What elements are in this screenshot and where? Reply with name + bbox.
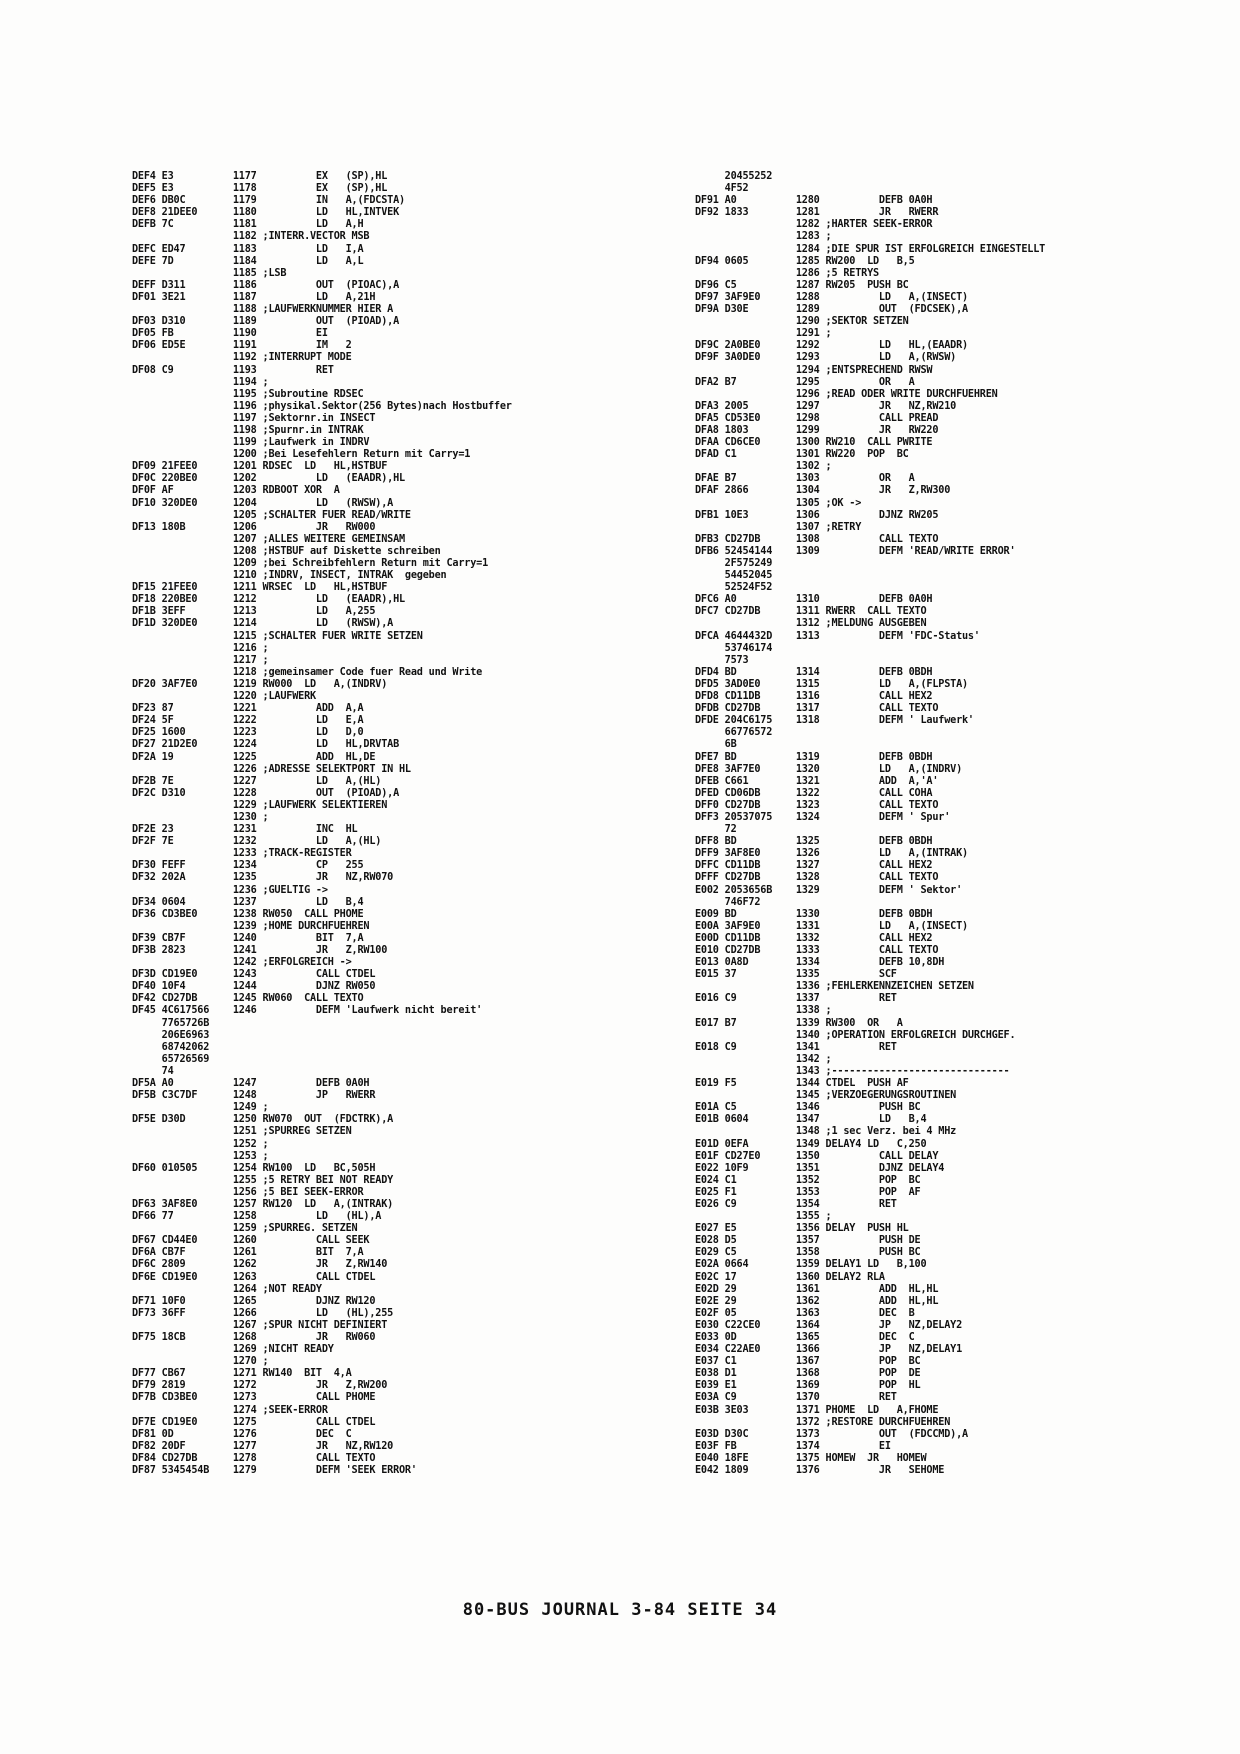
listing-line: E01A C5 1346 PUSH BC bbox=[695, 1102, 921, 1114]
listing-line: 1229 ;LAUFWERK SELEKTIEREN bbox=[132, 799, 388, 811]
listing-line: DFF9 3AF8E0 1326 LD A,(INTRAK) bbox=[695, 848, 968, 860]
listing-line: E028 D5 1357 PUSH DE bbox=[695, 1235, 921, 1247]
listing-line: 1200 ;Bei Lesefehlern Return mit Carry=1 bbox=[132, 449, 471, 461]
listing-line: 1269 ;NICHT READY bbox=[132, 1344, 334, 1356]
listing-line: 1226 ;ADRESSE SELEKTPORT IN HL bbox=[132, 763, 411, 775]
listing-line: DFD4 BD 1314 DEFB 0BDH bbox=[695, 666, 933, 678]
listing-line: DEF8 21DEE0 1180 LD HL,INTVEK bbox=[132, 207, 400, 219]
listing-line: DF08 C9 1193 RET bbox=[132, 364, 334, 376]
listing-line: 1251 ;SPURREG SETZEN bbox=[132, 1126, 352, 1138]
listing-line: E03F FB 1374 EI bbox=[695, 1440, 891, 1452]
listing-line: E018 C9 1341 RET bbox=[695, 1041, 897, 1053]
listing-line: E013 0A8D 1334 DEFB 10,8DH bbox=[695, 957, 945, 969]
listing-line: DEF6 DB0C 1179 IN A,(FDCSTA) bbox=[132, 195, 405, 207]
listing-line: DFE7 BD 1319 DEFB 0BDH bbox=[695, 751, 933, 763]
listing-line: 1196 ;physikal.Sektor(256 Bytes)nach Hostbuffer bbox=[132, 400, 512, 412]
listing-line: 6B bbox=[695, 739, 737, 751]
listing-line: E033 0D 1365 DEC C bbox=[695, 1332, 915, 1343]
listing-line: DF06 ED5E 1191 IM 2 bbox=[132, 340, 352, 352]
listing-line: DF10 320DE0 1204 LD (RWSW),A bbox=[132, 497, 394, 509]
page-footer: 80-BUS JOURNAL 3-84 SEITE 34 bbox=[462, 1600, 778, 1620]
listing-line: E01B 0604 1347 LD B,4 bbox=[695, 1114, 927, 1126]
listing-line: 1355 ; bbox=[695, 1211, 832, 1223]
listing-line: 1207 ;ALLES WEITERE GEMEINSAM bbox=[132, 533, 405, 545]
listing-line: DF23 87 1221 ADD A,A bbox=[132, 703, 364, 715]
listing-line: DF34 0604 1237 LD B,4 bbox=[132, 896, 364, 908]
listing-line: DF0C 220BE0 1202 LD (EAADR),HL bbox=[132, 473, 405, 485]
listing-line: E03A C9 1370 RET bbox=[695, 1392, 897, 1404]
listing-line: 1197 ;Sektornr.in INSECT bbox=[132, 412, 376, 424]
listing-line: DF13 180B 1206 JR RW000 bbox=[132, 521, 376, 533]
listing-line: DFA3 2005 1297 JR NZ,RW210 bbox=[695, 400, 957, 412]
listing-line: 2F575249 bbox=[695, 558, 773, 569]
listing-line: 1252 ; bbox=[132, 1138, 269, 1150]
listing-line: E026 C9 1354 RET bbox=[695, 1198, 897, 1210]
listing-line: DFFC CD11DB 1327 CALL HEX2 bbox=[695, 860, 933, 872]
listing-line: DF40 10F4 1244 DJNZ RW050 bbox=[132, 981, 376, 993]
listing-line: 1305 ;OK -> bbox=[695, 497, 862, 509]
listing-line: 1294 ;ENTSPRECHEND RWSW bbox=[695, 364, 933, 376]
listing-line: DFA2 B7 1295 OR A bbox=[695, 376, 915, 388]
listing-line: 1264 ;NOT READY bbox=[132, 1283, 322, 1295]
listing-line: E042 1809 1376 JR SEHOME bbox=[695, 1465, 945, 1477]
listing-line: DFAA CD6CE0 1300 RW210 CALL PWRITE bbox=[695, 437, 933, 449]
listing-line: 1194 ; bbox=[132, 376, 269, 388]
listing-line: DF3D CD19E0 1243 CALL CTDEL bbox=[132, 969, 376, 981]
listing-line: DFF0 CD27DB 1323 CALL TEXTO bbox=[695, 799, 939, 811]
listing-column-left bbox=[132, 171, 602, 1477]
listing-line: DF97 3AF9E0 1288 LD A,(INSECT) bbox=[695, 291, 968, 303]
listing-line: DF91 A0 1280 DEFB 0A0H bbox=[695, 195, 933, 207]
listing-line: DF0F AF 1203 RDBOOT XOR A bbox=[132, 485, 340, 497]
listing-line: 52524F52 bbox=[695, 582, 773, 594]
listing-line: DF15 21FEE0 1211 WRSEC LD HL,HSTBUF bbox=[132, 582, 388, 594]
listing-line: E037 C1 1367 POP BC bbox=[695, 1356, 921, 1368]
listing-line: DF2E 23 1231 INC HL bbox=[132, 824, 358, 836]
listing-line: DFB3 CD27DB 1308 CALL TEXTO bbox=[695, 533, 939, 545]
listing-line: 1312 ;MELDUNG AUSGEBEN bbox=[695, 618, 927, 630]
listing-line: E02C 17 1360 DELAY2 RLA bbox=[695, 1271, 885, 1283]
listing-line: 1215 ;SCHALTER FUER WRITE SETZEN bbox=[132, 630, 423, 642]
listing-line: 1284 ;DIE SPUR IST ERFOLGREICH EINGESTELLT bbox=[695, 243, 1046, 255]
listing-line: DF5E D30D 1250 RW070 OUT (FDCTRK),A bbox=[132, 1114, 394, 1126]
listing-line: 1242 ;ERFOLGREICH -> bbox=[132, 957, 352, 969]
listing-line: DFA5 CD53E0 1298 CALL PREAD bbox=[695, 412, 939, 424]
listing-line: DF32 202A 1235 JR NZ,RW070 bbox=[132, 872, 394, 884]
listing-line: DF77 CB67 1271 RW140 BIT 4,A bbox=[132, 1368, 352, 1380]
listing-line: DF81 0D 1276 DEC C bbox=[132, 1428, 352, 1440]
listing-line: DF73 36FF 1266 LD (HL),255 bbox=[132, 1307, 394, 1319]
listing-line: 1255 ;5 RETRY BEI NOT READY bbox=[132, 1174, 394, 1186]
listing-line: E009 BD 1330 DEFB 0BDH bbox=[695, 908, 933, 920]
listing-line: 1198 ;Spurnr.in INTRAK bbox=[132, 424, 364, 436]
listing-line: E02D 29 1361 ADD HL,HL bbox=[695, 1283, 939, 1295]
listing-line: 1216 ; bbox=[132, 642, 269, 654]
listing-line: DFF8 BD 1325 DEFB 0BDH bbox=[695, 836, 933, 848]
listing-line: 1259 ;SPURREG. SETZEN bbox=[132, 1223, 358, 1235]
listing-line: DFA8 1803 1299 JR RW220 bbox=[695, 424, 939, 436]
listing-line: 1236 ;GUELTIG -> bbox=[132, 884, 328, 896]
listing-line: 1210 ;INDRV, INSECT, INTRAK gegeben bbox=[132, 570, 447, 582]
listing-line: E022 10F9 1351 DJNZ DELAY4 bbox=[695, 1162, 945, 1174]
listing-line: DF2B 7E 1227 LD A,(HL) bbox=[132, 775, 382, 787]
listing-line: 206E6963 bbox=[132, 1029, 210, 1041]
listing-line: 1336 ;FEHLERKENNZEICHEN SETZEN bbox=[695, 981, 974, 993]
listing-line: 1253 ; bbox=[132, 1150, 269, 1162]
listing-line: DEFC ED47 1183 LD I,A bbox=[132, 243, 364, 255]
listing-line: DF9C 2A0BE0 1292 LD HL,(EAADR) bbox=[695, 340, 968, 352]
listing-line: DFCA 4644432D 1313 DEFM 'FDC-Status' bbox=[695, 630, 980, 642]
listing-line: DF7B CD3BE0 1273 CALL PHOME bbox=[132, 1392, 376, 1404]
listing-line: E030 C22CE0 1364 JP NZ,DELAY2 bbox=[695, 1319, 963, 1331]
listing-line: 1195 ;Subroutine RDSEC bbox=[132, 388, 364, 400]
listing-line: 7573 bbox=[695, 654, 749, 666]
listing-line: 1345 ;VERZOEGERUNGSROUTINEN bbox=[695, 1090, 957, 1102]
listing-line: DF18 220BE0 1212 LD (EAADR),HL bbox=[132, 594, 405, 606]
listing-line: 1220 ;LAUFWERK bbox=[132, 691, 316, 703]
listing-line: DEF5 E3 1178 EX (SP),HL bbox=[132, 183, 388, 195]
listing-line: 1290 ;SEKTOR SETZEN bbox=[695, 316, 909, 328]
listing-line: E027 E5 1356 DELAY PUSH HL bbox=[695, 1223, 909, 1235]
listing-line: 1286 ;5 RETRYS bbox=[695, 267, 879, 279]
listing-line: E029 C5 1358 PUSH BC bbox=[695, 1247, 921, 1259]
listing-line: DFAE B7 1303 OR A bbox=[695, 473, 915, 485]
listing-line: 1274 ;SEEK-ERROR bbox=[132, 1404, 328, 1416]
listing-line: E03D D30C 1373 OUT (FDCCMD),A bbox=[695, 1428, 968, 1440]
listing-line: 1296 ;READ ODER WRITE DURCHFUEHREN bbox=[695, 388, 998, 400]
listing-line: DF2A 19 1225 ADD HL,DE bbox=[132, 751, 376, 763]
listing-line: DF6A CB7F 1261 BIT 7,A bbox=[132, 1247, 364, 1259]
listing-line: DFB6 52454144 1309 DEFM 'READ/WRITE ERROR' bbox=[695, 545, 1016, 557]
listing-line: DF5B C3C7DF 1248 JP RWERR bbox=[132, 1090, 376, 1102]
listing-line: 1192 ;INTERRUPT MODE bbox=[132, 352, 352, 364]
listing-line: 1302 ; bbox=[695, 461, 832, 473]
listing-line: DF87 5345454B 1279 DEFM 'SEEK ERROR' bbox=[132, 1465, 417, 1477]
listing-line: 1217 ; bbox=[132, 654, 269, 666]
listing-line: DF84 CD27DB 1278 CALL TEXTO bbox=[132, 1452, 376, 1464]
listing-line: E025 F1 1353 POP AF bbox=[695, 1186, 921, 1198]
listing-line: 1342 ; bbox=[695, 1053, 832, 1065]
listing-line: 1230 ; bbox=[132, 811, 269, 823]
listing-line: 1188 ;LAUFWERKNUMMER HIER A bbox=[132, 304, 394, 316]
listing-line: DF60 010505 1254 RW100 LD BC,505H bbox=[132, 1162, 376, 1174]
listing-line: DEFB 7C 1181 LD A,H bbox=[132, 219, 364, 231]
listing-line: DF30 FEFF 1234 CP 255 bbox=[132, 860, 364, 872]
listing-column-right bbox=[695, 171, 1165, 1477]
listing-line: DF96 C5 1287 RW205 PUSH BC bbox=[695, 279, 909, 291]
listing-line: DFD8 CD11DB 1316 CALL HEX2 bbox=[695, 691, 933, 703]
listing-line: DF3B 2823 1241 JR Z,RW100 bbox=[132, 945, 388, 956]
listing-line: DFF3 20537075 1324 DEFM ' Spur' bbox=[695, 811, 951, 823]
listing-line: DF42 CD27DB 1245 RW060 CALL TEXTO bbox=[132, 993, 364, 1005]
listing-line: 4F52 bbox=[695, 183, 749, 195]
listing-line: DF75 18CB 1268 JR RW060 bbox=[132, 1332, 376, 1343]
listing-line: DEFF D311 1186 OUT (PIOAC),A bbox=[132, 279, 400, 291]
listing-line: E02F 05 1363 DEC B bbox=[695, 1307, 915, 1319]
listing-line: 66776572 bbox=[695, 727, 773, 739]
listing-line: 1185 ;LSB bbox=[132, 267, 287, 279]
listing-line: 1372 ;RESTORE DURCHFUEHREN bbox=[695, 1416, 951, 1428]
listing-line: 1218 ;gemeinsamer Code fuer Read und Write bbox=[132, 666, 483, 678]
listing-line: DFC6 A0 1310 DEFB 0A0H bbox=[695, 594, 933, 606]
listing-line: E039 E1 1369 POP HL bbox=[695, 1380, 921, 1392]
listing-line: 72 bbox=[695, 824, 737, 836]
listing-line: 54452045 bbox=[695, 570, 773, 582]
listing-line: E002 2053656B 1329 DEFM ' Sektor' bbox=[695, 884, 963, 896]
listing-line: 53746174 bbox=[695, 642, 773, 654]
listing-line: DF9A D30E 1289 OUT (FDCSEK),A bbox=[695, 304, 968, 316]
listing-line: 1256 ;5 BEI SEEK-ERROR bbox=[132, 1186, 364, 1198]
listing-line: DF45 4C617566 1246 DEFM 'Laufwerk nicht bereit' bbox=[132, 1005, 483, 1017]
listing-line: 1340 ;OPERATION ERFOLGREICH DURCHGEF. bbox=[695, 1029, 1016, 1041]
listing-line: DFDE 204C6175 1318 DEFM ' Laufwerk' bbox=[695, 715, 974, 727]
listing-line: 1199 ;Laufwerk in INDRV bbox=[132, 437, 370, 449]
listing-line: E02E 29 1362 ADD HL,HL bbox=[695, 1295, 939, 1307]
listing-line: 1249 ; bbox=[132, 1102, 269, 1114]
listing-line: 74 bbox=[132, 1065, 174, 1077]
listing-line: DFE8 3AF7E0 1320 LD A,(INDRV) bbox=[695, 763, 963, 775]
listing-line: E017 B7 1339 RW300 OR A bbox=[695, 1017, 903, 1029]
listing-line: DFAF 2866 1304 JR Z,RW300 bbox=[695, 485, 951, 497]
listing-line: DF94 0605 1285 RW200 LD B,5 bbox=[695, 255, 915, 267]
listing-line: 68742062 bbox=[132, 1041, 210, 1053]
listing-line: 1348 ;1 sec Verz. bei 4 MHz bbox=[695, 1126, 957, 1138]
listing-line: DF27 21D2E0 1224 LD HL,DRVTAB bbox=[132, 739, 400, 751]
listing-line: DF2C D310 1228 OUT (PIOAD),A bbox=[132, 787, 400, 799]
listing-line: 1205 ;SCHALTER FUER READ/WRITE bbox=[132, 509, 411, 521]
listing-line: E016 C9 1337 RET bbox=[695, 993, 897, 1005]
listing-line: 746F72 bbox=[695, 896, 761, 908]
listing-line: DF66 77 1258 LD (HL),A bbox=[132, 1211, 382, 1223]
listing-line: 1209 ;bei Schreibfehlern Return mit Carry=1 bbox=[132, 558, 489, 569]
listing-line: E01D 0EFA 1349 DELAY4 LD C,250 bbox=[695, 1138, 927, 1150]
listing-line: DFC7 CD27DB 1311 RWERR CALL TEXTO bbox=[695, 606, 927, 618]
listing-line: E00D CD11DB 1332 CALL HEX2 bbox=[695, 932, 933, 944]
listing-line: 1267 ;SPUR NICHT DEFINIERT bbox=[132, 1319, 388, 1331]
listing-line: DF7E CD19E0 1275 CALL CTDEL bbox=[132, 1416, 376, 1428]
listing-line: DF6C 2809 1262 JR Z,RW140 bbox=[132, 1259, 388, 1271]
listing-line: 1239 ;HOME DURCHFUEHREN bbox=[132, 920, 370, 932]
listing-line: E034 C22AE0 1366 JP NZ,DELAY1 bbox=[695, 1344, 963, 1356]
listing-line: DFED CD06DB 1322 CALL COHA bbox=[695, 787, 933, 799]
listing-line: 1282 ;HARTER SEEK-ERROR bbox=[695, 219, 933, 231]
listing-line: DFB1 10E3 1306 DJNZ RW205 bbox=[695, 509, 939, 521]
listing-line: E038 D1 1368 POP DE bbox=[695, 1368, 921, 1380]
listing-line: DF92 1833 1281 JR RWERR bbox=[695, 207, 939, 219]
listing-line: DEFE 7D 1184 LD A,L bbox=[132, 255, 364, 267]
listing-line: DFDB CD27DB 1317 CALL TEXTO bbox=[695, 703, 939, 715]
listing-line: E015 37 1335 SCF bbox=[695, 969, 897, 981]
listing-line: E03B 3E03 1371 PHOME LD A,FHOME bbox=[695, 1404, 939, 1416]
listing-line: DF09 21FEE0 1201 RDSEC LD HL,HSTBUF bbox=[132, 461, 388, 473]
listing-line: 1182 ;INTERR.VECTOR MSB bbox=[132, 231, 370, 243]
listing-line: DF2F 7E 1232 LD A,(HL) bbox=[132, 836, 382, 848]
listing-line: E00A 3AF9E0 1331 LD A,(INSECT) bbox=[695, 920, 968, 932]
listing-line: 65726569 bbox=[132, 1053, 210, 1065]
listing-line: 1208 ;HSTBUF auf Diskette schreiben bbox=[132, 545, 441, 557]
listing-line: DF1B 3EFF 1213 LD A,255 bbox=[132, 606, 376, 618]
listing-line: 1343 ;------------------------------ bbox=[695, 1065, 1010, 1077]
listing-line: DF82 20DF 1277 JR NZ,RW120 bbox=[132, 1440, 394, 1452]
listing-line: E024 C1 1352 POP BC bbox=[695, 1174, 921, 1186]
listing-line: 1270 ; bbox=[132, 1356, 269, 1368]
listing-line: E02A 0664 1359 DELAY1 LD B,100 bbox=[695, 1259, 927, 1271]
listing-line: 1307 ;RETRY bbox=[695, 521, 862, 533]
listing-line: DF67 CD44E0 1260 CALL SEEK bbox=[132, 1235, 370, 1247]
listing-line: DF71 10F0 1265 DJNZ RW120 bbox=[132, 1295, 376, 1307]
listing-line: E040 18FE 1375 HOMEW JR HOMEW bbox=[695, 1452, 927, 1464]
listing-line: 1338 ; bbox=[695, 1005, 832, 1017]
listing-line: DF25 1600 1223 LD D,0 bbox=[132, 727, 364, 739]
listing-line: DF1D 320DE0 1214 LD (RWSW),A bbox=[132, 618, 394, 630]
listing-line: 20455252 bbox=[695, 171, 773, 182]
listing-line: DFAD C1 1301 RW220 POP BC bbox=[695, 449, 909, 461]
listing-line: DF20 3AF7E0 1219 RW000 LD A,(INDRV) bbox=[132, 678, 388, 690]
listing-line: DF36 CD3BE0 1238 RW050 CALL PHOME bbox=[132, 908, 364, 920]
listing-line: DF01 3E21 1187 LD A,21H bbox=[132, 291, 376, 303]
listing-line: DEF4 E3 1177 EX (SP),HL bbox=[132, 171, 388, 182]
listing-line: DFD5 3AD0E0 1315 LD A,(FLPSTA) bbox=[695, 678, 968, 690]
listing-line: 1283 ; bbox=[695, 231, 832, 243]
listing-line: DFFF CD27DB 1328 CALL TEXTO bbox=[695, 872, 939, 884]
listing-line: DF39 CB7F 1240 BIT 7,A bbox=[132, 932, 364, 944]
listing-line: DF24 5F 1222 LD E,A bbox=[132, 715, 364, 727]
listing-line: DF6E CD19E0 1263 CALL CTDEL bbox=[132, 1271, 376, 1283]
listing-line: E010 CD27DB 1333 CALL TEXTO bbox=[695, 945, 939, 956]
listing-line: DF03 D310 1189 OUT (PIOAD),A bbox=[132, 316, 400, 328]
listing-line: DF05 FB 1190 EI bbox=[132, 328, 328, 340]
listing-line: 7765726B bbox=[132, 1017, 210, 1029]
listing-line: DF79 2819 1272 JR Z,RW200 bbox=[132, 1380, 388, 1392]
listing-line: E019 F5 1344 CTDEL PUSH AF bbox=[695, 1078, 909, 1090]
listing-line: DF63 3AF8E0 1257 RW120 LD A,(INTRAK) bbox=[132, 1198, 394, 1210]
listing-line: E01F CD27E0 1350 CALL DELAY bbox=[695, 1150, 939, 1162]
listing-line: DFEB C661 1321 ADD A,'A' bbox=[695, 775, 939, 787]
listing-line: 1291 ; bbox=[695, 328, 832, 340]
listing-line: DF9F 3A0DE0 1293 LD A,(RWSW) bbox=[695, 352, 957, 364]
listing-line: DF5A A0 1247 DEFB 0A0H bbox=[132, 1078, 370, 1090]
listing-line: 1233 ;TRACK-REGISTER bbox=[132, 848, 352, 860]
